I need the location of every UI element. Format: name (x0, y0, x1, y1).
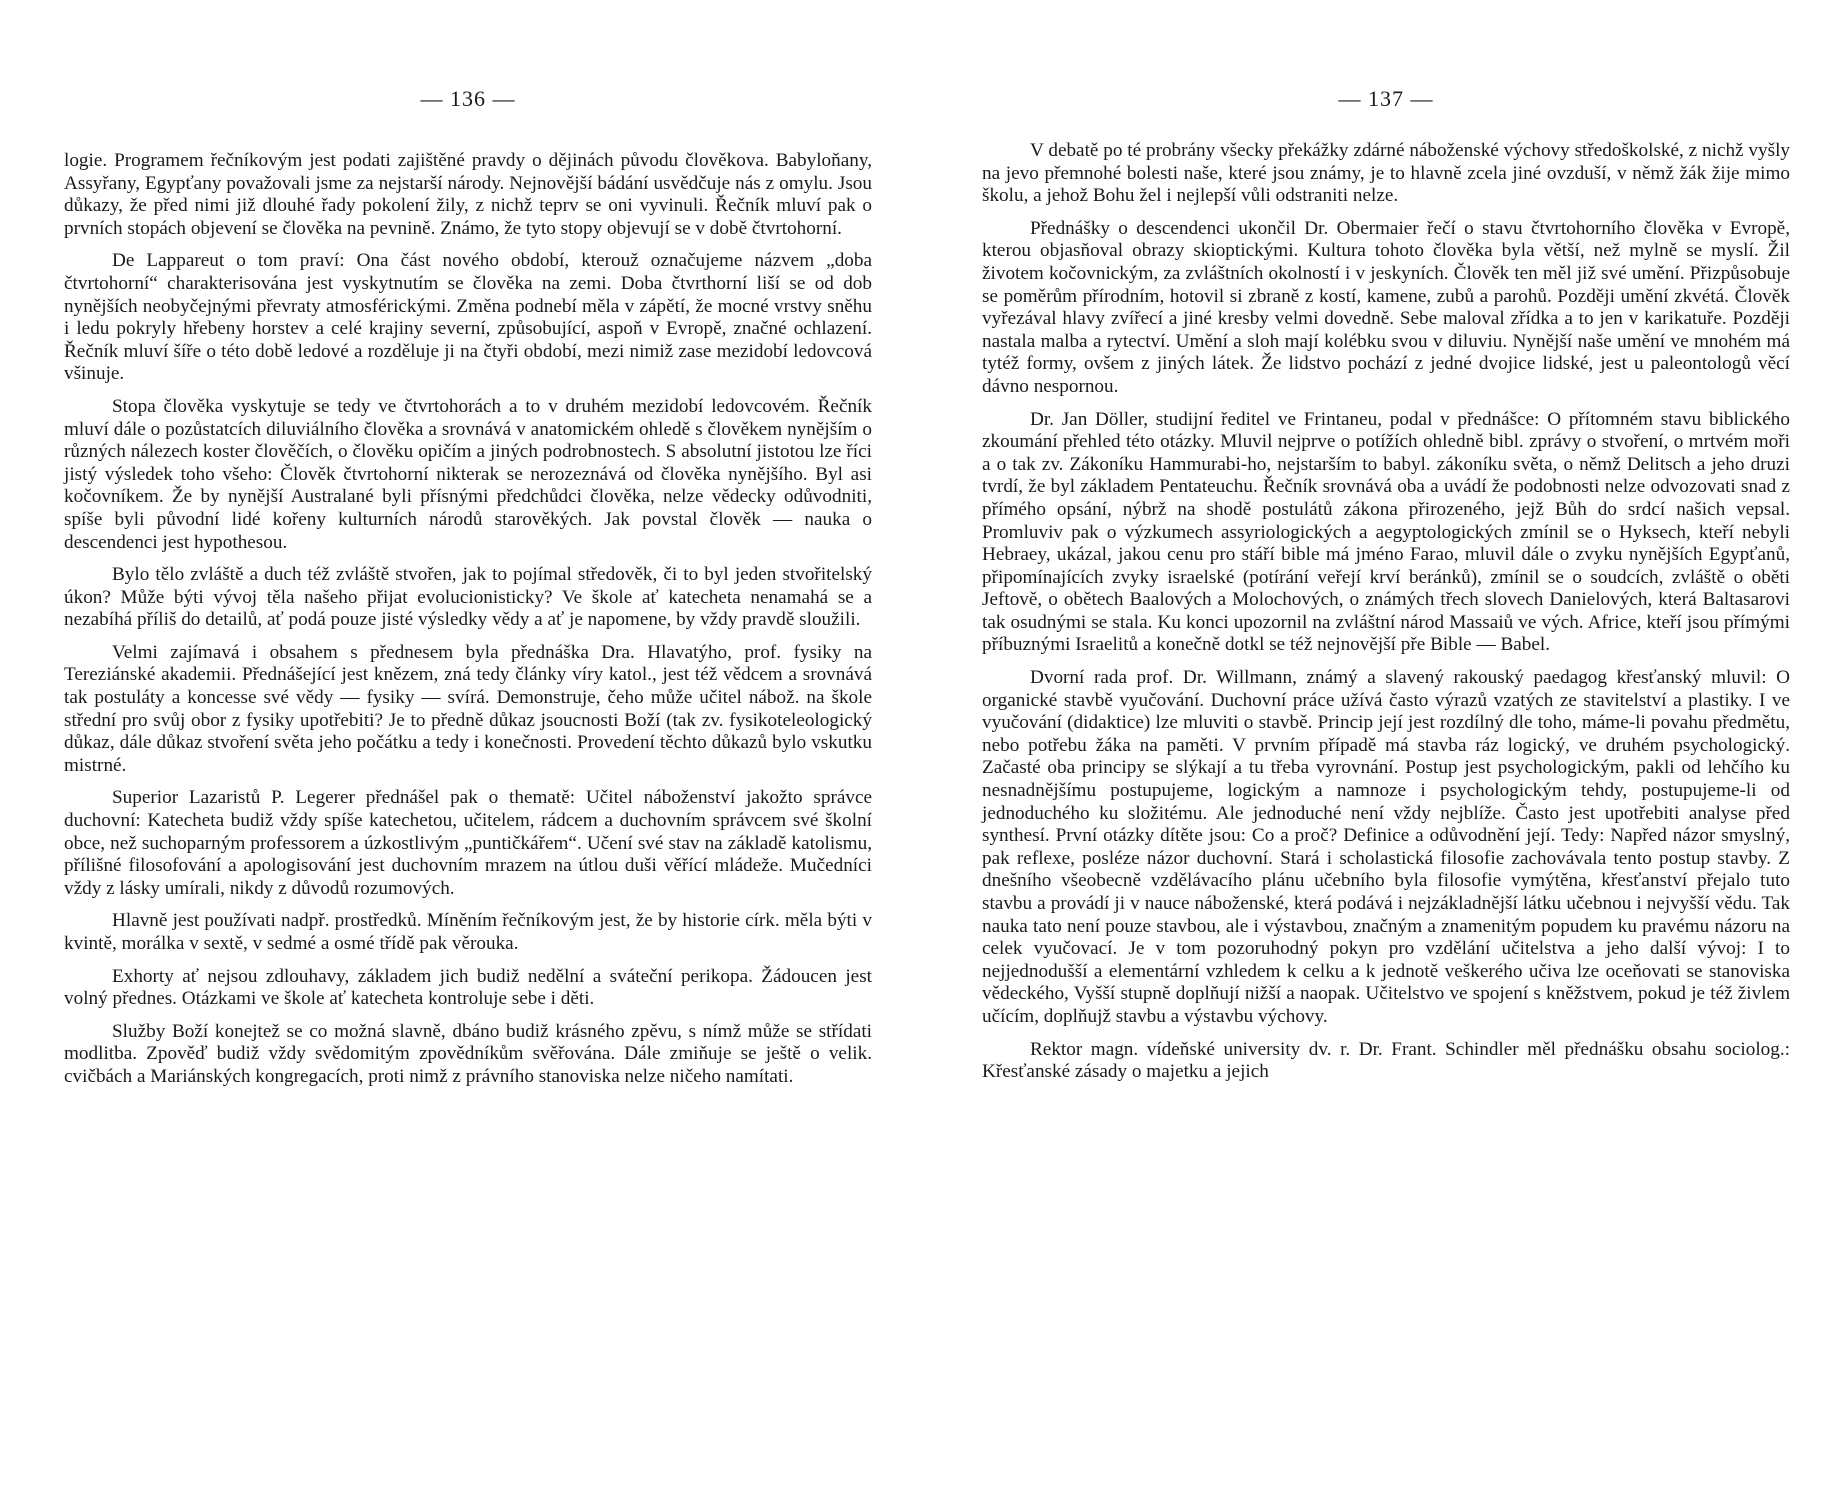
page-number-left: — 136 — (420, 86, 516, 111)
paragraph: Stopa člověka vyskytuje se tedy ve čtvrtohorách a to v druhém mezidobí ledovcovém. Řečník mluví dále o pozůstatcích diluviálního člověka a srovnává v anatomickém ohledě s člověkem nynějším o různých nálezech koster člověčích, o člověku opičím a jiných podrobnostech. S absolutní jistotou lze říci jistý výsledek toho všeho: Člověk čtvrtohorní nikterak se nerozeznává od člověka nynějšího. Byl asi kočovníkem. Že by nynější Australané byli přísnými předchůdci člověka, nelze vědecky odůvodniti, spíše byli původní lidé kořeny kulturních národů starověkých. Jak povstal člověk — nauka o descendenci jest hypothesou. (64, 395, 872, 553)
paragraph: Dr. Jan Döller, studijní ředitel ve Frintaneu, podal v přednášce: O přítomném stavu biblického zkoumání přehled této otázky. Mluvil nejprve o potížích ohledně bibl. zprávy o stvoření, o mrtvém moři a o tak zv. Zákoníku Hammurabi-ho, nejstarším to babyl. zákoníku světa, o němž Delitsch a jeho druzi tvrdí, že byl základem Pentateuchu. Řečník srovnává oba a uvádí že podobnosti nelze odvozovati snad z přímého opsání, nýbrž na shodě postulátů zákona přirozeného, jejž Bůh do srdcí našich vepsal. Promluviv pak o výzkumech assyriologických a aegyptologických zmínil se o Hyksech, kteří nebyli Hebraey, ukázal, jakou cenu pro stáří bible má jméno Farao, mluvil dále o zvyku nynějších Egypťanů, připomínajících zvyky israelské (potírání veřejí krví beránků), zmínil se o soudcích, zvláště o oběti Jeftově, o obětech Baalových a Molochových, o známých třech slovech Danielových, která Baltasarovi tak osudnými se stala. Ku konci upozornil na zvláštní národ Massaiů ve vých. Africe, kteří jsou přímými příbuznými Israelitů a konečně dotkl se též nejnovější pře Bible — Babel. (982, 408, 1790, 656)
paragraph: Superior Lazaristů P. Legerer přednášel pak o thematě: Učitel náboženství jakožto správce duchovní: Katecheta budiž vždy spíše katechetou, učitelem, rádcem a duchovním správcem své školní obce, než suchoparným professorem a úzkostlivým „puntičkářem“. Učení své stav na základě katolismu, přílišné filosofování a apologisování jest duchovním mrazem na útlou duši věřící mládeže. Mučedníci vždy z lásky umírali, nikdy z důvodů rozumových. (64, 787, 872, 899)
paragraph: Exhorty ať nejsou zdlouhavy, základem jich budiž nedělní a sváteční perikopa. Žádoucen jest volný přednes. Otázkami ve škole ať katecheta kontroluje sebe i děti. (64, 965, 872, 1010)
left-page-text (64, 150, 872, 1099)
paragraph: Hlavně jest používati nadpř. prostředků. Míněním řečníkovým jest, že by historie círk. měla býti v kvintě, morálka v sextě, v sedmé a osmé třídě pak věrouka. (64, 910, 872, 954)
paragraph: Velmi zajímavá i obsahem s přednesem byla přednáška Dra. Hlavatýho, prof. fysiky na Tereziánské akademii. Přednášející jest knězem, zná tedy články víry katol., jest též vědcem a srovnává tak postuláty a koncesse své vědy — fysiky — svírá. Demonstruje, čeho může učitel nábož. na škole střední pro svůj obor z fysiky upotřebiti? Je to předně důkaz jsoucnosti Boží (tak zv. fysikoteleologický důkaz, dále důkaz stvoření světa jeho počátku a tedy i konečnosti. Provedení těchto důkazů bylo vskutku mistrné. (64, 641, 872, 776)
right-page-text (982, 140, 1790, 1094)
paragraph: Dvorní rada prof. Dr. Willmann, známý a slavený rakouský paedagog křesťanský mluvil: O organické stavbě vyučování. Duchovní práce užívá často výrazů vzatých ze stavitelství a plastiky. I ve vyučování (didaktice) lze mluviti o stavbě. Princip její jest rozdílný dle toho, máme-li povahu předmětu, nebo potřebu žáka na paměti. V prvním případě má stavba ráz logický, ve druhém psychologický. Začasté oba principy se slýkají a tu třeba vyrovnání. Postup jest psychologickým, pakli od lehčího ku nesnadnějšímu postupujeme, logickým a namnoze i psychologickým tehdy, postupujeme-li od jednoduchého ku složitému. Ale jednoduché není vždy nejblíže. Často jest upotřebiti analyse před synthesí. První otázky dítěte jsou: Co a proč? Definice a odůvodnění její. Tedy: Napřed názor smyslný, pak reflexe, posléze názor duchovní. Stará i scholastická filosofie zachovávala tento postup stavby. Z dnešního všeobecně vzdělávacího plánu učebního byla filosofie vymýtěna, křesťanství přejalo tuto stavbu a provádí ji v nauce náboženské, která podává i nejzákladnější látku učebnou i nejvyšší vědu. Tak nauka tato není pouze stavbou, ale i výstavbou, značným a znamenitým popudem ku pravému názoru na celek vyučovací. Je v tom pozoruhodný pokyn pro vzdělání učitelstva a jeho další vývoj: I to nejjednodušší a elementární vzhledem k celku a k jednotě veškerého učiva lze oceňovati se stanoviska vědeckého, Vyšší stupně doplňují nižší a naopak. Učitelstvo ve spojení s kněžstvem, pokud je též živlem učícím, doplňujž stavbu a výstavbu výchovy. (982, 667, 1790, 1027)
paragraph: V debatě po té probrány všecky překážky zdárné náboženské výchovy středoškolské, z nichž vyšly na jevo přemnohé bolesti naše, které jsou známy, je to hlavně zcela jiné ovzduší, v němž žák žije mimo školu, a jehož Bohu žel i nejlepší vůli odstraniti nelze. (982, 140, 1790, 207)
page-number-right: — 137 — (1338, 86, 1434, 111)
right-page (982, 0, 1790, 1500)
paragraph: Přednášky o descendenci ukončil Dr. Obermaier řečí o stavu čtvrtohorního člověka v Evropě, kterou objasňoval obrazy skioptickými. Kultura tohoto člověka byla větší, než mylně se myslí. Žil životem kočovnickým, za zvláštních okolností i v jeskyních. Člověk ten měl již své umění. Přizpůsobuje se poměrům přírodním, hotovil si zbraně z kostí, kamene, zubů a parohů. Později umění zkvétá. Člověk vyřezával hlavy zvířecí a jiné kresby velmi dovedně. Sebe maloval zřídka a to jen v karikatuře. Později nastala malba a rytectví. Umění a sloh mají kolébku svou v diluviu. Nynější naše umění ve mnohém má tytéž formy, ovšem z jiných látek. Že lidstvo pochází z jedné dvojice lidské, jest u paleontologů věcí dávno nespornou. (982, 217, 1790, 397)
paragraph: Bylo tělo zvláště a duch též zvláště stvořen, jak to pojímal středověk, či to byl jeden stvořitelský úkon? Může býti vývoj těla našeho přijat evolucionisticky? Ve škole ať katecheta nenamahá se a nezabíhá příliš do detailů, ať podá pouze jisté výsledky vědy a ať je napomene, by vždy pravdě sloužili. (64, 564, 872, 631)
paragraph: De Lappareut o tom praví: Ona část nového období, kterouž označujeme názvem „doba čtvrtohorní“ charakterisována jest vyskytnutím se člověka na zemi. Doba čtvrthorní liší se od dob nynějších neobyčejnými převraty atmosférickými. Změna podnebí měla v zápětí, že mocné vrstvy sněhu i ledu pokryly hřebeny horstev a celé krajiny severní, způsobující, aspoň v Evropě, značné ochlazení. Řečník mluví šíře o této době ledové a rozděluje ji na čtyři období, mezi nimiž zase mezidobí ledovcová všinuje. (64, 250, 872, 385)
left-page (64, 0, 872, 1500)
paragraph: Služby Boží konejtež se co možná slavně, dbáno budiž krásného zpěvu, s nímž může se střídati modlitba. Zpověď budiž vždy svědomitým zpovědníkům svěřována. Dále zmiňuje se ještě o velik. cvičbách a Mariánských kongregacích, proti nimž z právního stanoviska nelze ničeho namítati. (64, 1020, 872, 1087)
paragraph: Rektor magn. vídeňské university dv. r. Dr. Frant. Schindler měl přednášku obsahu sociolog.: Křesťanské zásady o majetku a jejich (982, 1038, 1790, 1083)
paragraph: logie. Programem řečníkovým jest podati zajištěné pravdy o dějinách původu člověkova. Babyloňany, Assyřany, Egypťany považovali jsme za nejstarší národy. Nejnovější bádání usvědčuje nás z omylu. Jsou důkazy, že před nimi již dlouhé řady pokolení žily, z nichž teprv se oni vyvinuli. Řečník mluví pak o prvních stopách objevení se člověka na pevnině. Známo, že tyto stopy objevují se v době čtvrtohorní. (64, 150, 872, 239)
